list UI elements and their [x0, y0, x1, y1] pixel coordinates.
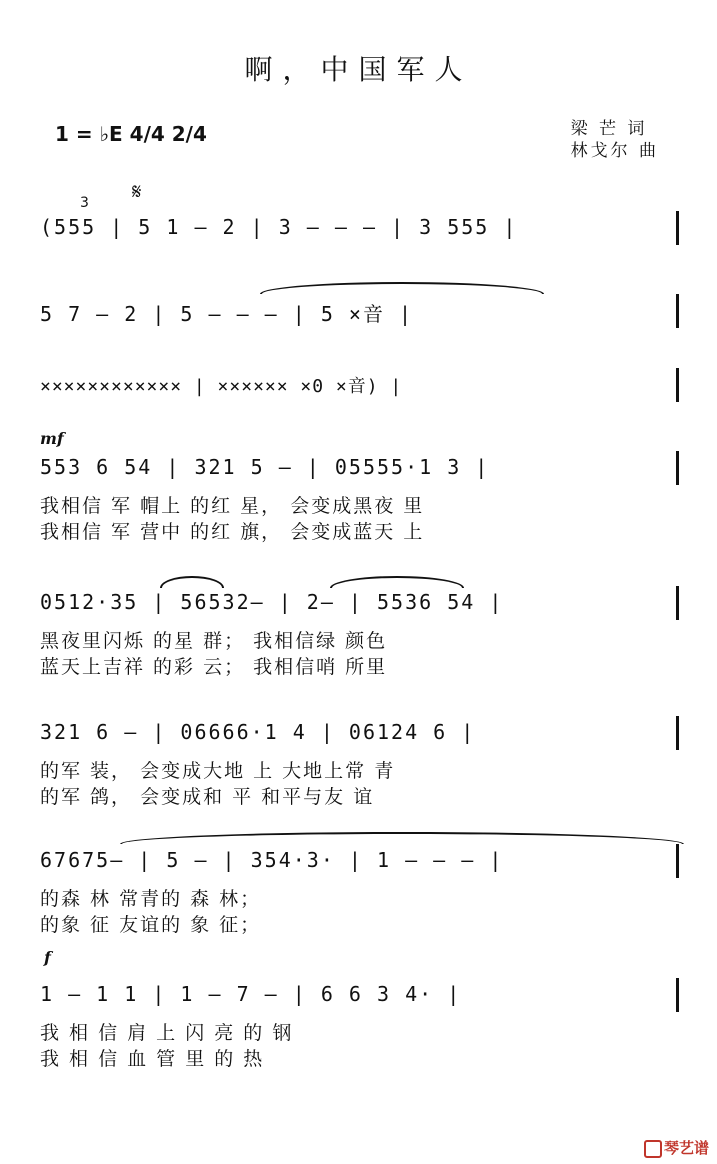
lyrics-verse-1: 我相信 军 帽上 的红 星， 会变成黑夜 里: [40, 495, 425, 517]
lyricist: 梁 芒 词: [570, 119, 648, 139]
song-title: 啊，中国军人: [244, 53, 473, 86]
notes-line: 67675— | 5 — | 354·3· | 1 — — — |: [40, 848, 504, 872]
lyrics-verse-1: 黑夜里闪烁 的星 群； 我相信绿 颜色: [40, 630, 388, 652]
barline: [676, 451, 679, 485]
notes-line: 0512·35 | 56532— | 2— | 5536 54 |: [40, 590, 504, 614]
composer: 林戈尔 曲: [570, 141, 659, 161]
barline: [676, 368, 679, 402]
barline: [676, 716, 679, 750]
barline: [676, 844, 679, 878]
lyrics-verse-2: 我 相 信 血 管 里 的 热: [40, 1048, 265, 1070]
barline: [676, 586, 679, 620]
logo-icon: [644, 1140, 662, 1158]
key-signature: 1 = ♭E 4/4 2/4: [55, 122, 207, 146]
lyrics-verse-2: 的军 鸽， 会变成和 平 和平与友 谊: [40, 786, 375, 808]
dynamic-marking: mf: [40, 429, 64, 448]
dynamic-marking: f: [44, 948, 51, 967]
tie-arc: [160, 576, 224, 588]
tie-arc: [330, 576, 464, 588]
notes-line: ×××××××××××× | ×××××× ×0 ×音) |: [40, 376, 403, 397]
lyrics-verse-1: 的军 装， 会变成大地 上 大地上常 青: [40, 760, 396, 782]
notes-line: 321 6 — | 06666·1 4 | 06124 6 |: [40, 720, 476, 744]
notes-line: 553 6 54 | 321 5 — | 05555·1 3 |: [40, 455, 490, 479]
notes-line: (555 | 5 1 — 2 | 3 — — — | 3 555 |: [40, 215, 518, 239]
lyrics-verse-2: 的象 征 友谊的 象 征；: [40, 914, 262, 936]
barline: [676, 978, 679, 1012]
lyrics-verse-1: 的森 林 常青的 森 林；: [40, 888, 262, 910]
watermark: [644, 1137, 709, 1158]
lyrics-verse-2: 蓝天上吉祥 的彩 云； 我相信哨 所里: [40, 656, 388, 678]
watermark-text: 琴艺谱: [663, 1139, 709, 1157]
notes-line: 5 7 — 2 | 5 — — — | 5 ×音 |: [40, 302, 414, 326]
barline: [676, 211, 679, 245]
tie-arc: [120, 832, 684, 844]
credits: [571, 118, 659, 162]
segno-mark: 𝄋: [132, 180, 142, 205]
lyrics-verse-1: 我 相 信 肩 上 闪 亮 的 钢: [40, 1022, 294, 1044]
barline: [676, 294, 679, 328]
tie-arc: [260, 282, 544, 294]
lyrics-verse-2: 我相信 军 营中 的红 旗， 会变成蓝天 上: [40, 521, 425, 543]
triplet-mark: 3: [80, 195, 89, 211]
notes-line: 1 — 1 1 | 1 — 7 — | 6 6 3 4· |: [40, 982, 462, 1006]
